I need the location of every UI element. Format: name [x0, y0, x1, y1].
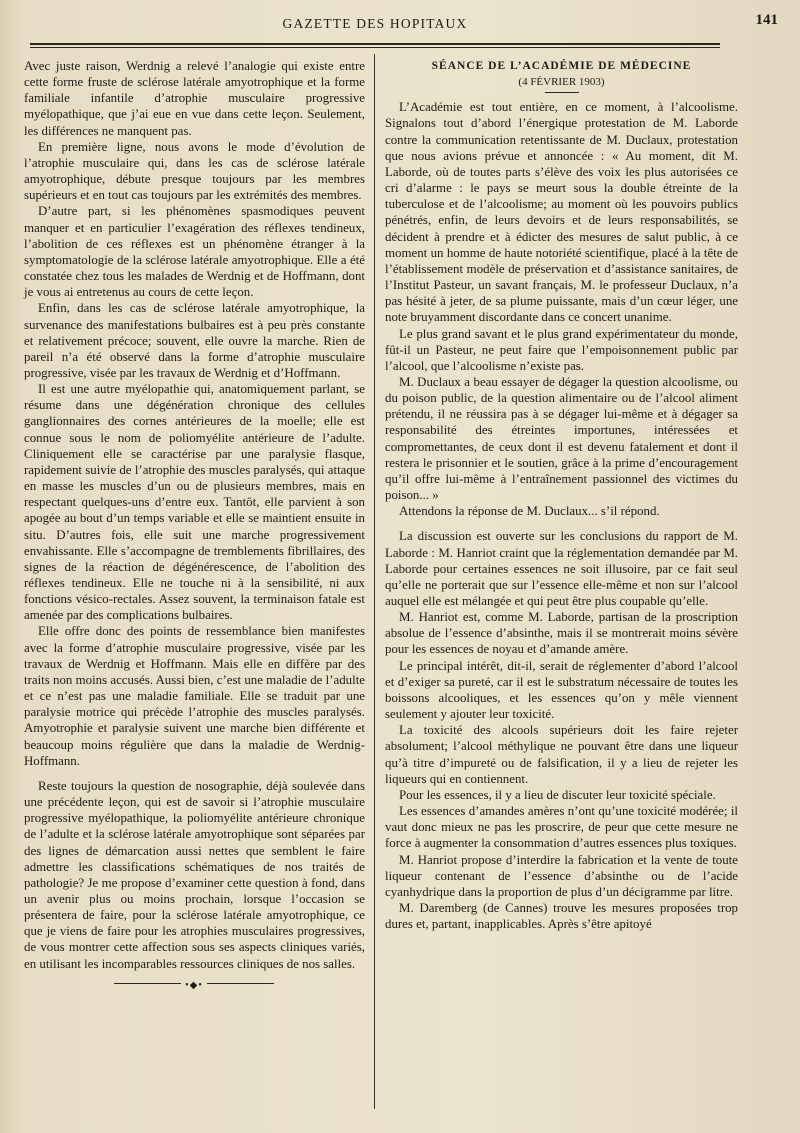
paragraph: Avec juste raison, Werdnig a relevé l’analogie qui existe entre cette forme fruste de sclérose latérale amyotrophique et la forme familiale infantile d’atrophie musculaire progressive myélopathique, que j’ai eue en vue dans cette leçon. Seulement, les différences ne manquent pas. [24, 59, 365, 138]
paragraph: Enfin, dans les cas de sclérose latérale amyotrophique, la survenance des manifestations bulbaires est à peu près constante et relativement précoce; souvent, elle ouvre la marche. Rien de pareil n’a été observé dans la forme d’atrophie musculaire progressive, visée par les travaux de Werdnig et d’Hoffmann. [24, 301, 365, 380]
page-number: 141 [755, 12, 778, 28]
paragraph: M. Hanriot propose d’interdire la fabrication et la vente de toute liqueur contenant de l’essence d’absinthe ou de l’acide cyanhydrique dans la proportion de plus d’un décigramme par litre. [385, 852, 738, 899]
header-double-rule [30, 43, 720, 48]
section-date: (4 FÉVRIER 1903) [518, 76, 605, 89]
paragraph: Les essences d’amandes amères n’ont qu’une toxicité modérée; il vaut donc mieux ne pas les proscrire, de peur que cette mesure ne force à augmenter la consommation d’autres essences plus toxiques. [385, 804, 738, 851]
column-divider [374, 54, 375, 1109]
running-head [30, 12, 778, 42]
heading-rule [545, 92, 579, 93]
paragraph: Le principal intérêt, dit-il, serait de réglementer d’abord l’alcool et d’exiger sa pureté, car il est le substratum nécessaire de toutes les boissons alcooliques, et les essences qu’on y mêle viennent seulement y ajouter leur toxicité. [385, 658, 738, 722]
paragraph: Elle offre donc des points de ressemblance bien manifestes avec la forme d’atrophie musculaire progressive, visée par les travaux de Werdnig et Hoffmann. Mais elle en diffère par des traits non moins accusés. Aussi bien, c’est une maladie de l’adulte et ce n’est pas une maladie familiale. Elle se traduit par une paralysie motrice qui précède l’atrophie des muscles paralysés. Amyotrophie et paralysie suivent une marche bien différente et beaucoup moins régulière que dans la maladie de Werdnig-Hoffmann. [24, 624, 365, 768]
paragraph: D’autre part, si les phénomènes spasmodiques peuvent manquer et en particulier l’exagération des réflexes tendineux, l’abolition de ces réflexes est un phénomène étranger à la symptomatologie de la sclérose latérale amyotrophique. Elle a été constatée chez tous les malades de Werdnig et de Hoffmann, dont je vous ai entretenus au cours de cette leçon. [24, 204, 365, 300]
running-title: GAZETTE DES HOPITAUX [282, 16, 468, 31]
end-ornament-glyph: •◆• [181, 980, 207, 991]
paragraph: M. Daremberg (de Cannes) trouve les mesures proposées trop dures et, partant, inapplicables. Après s’être apitoyé [385, 900, 738, 932]
paragraph: L’Académie est tout entière, en ce moment, à l’alcoolisme. Signalons tout d’abord l’énergique protestation de M. Laborde contre la communication retentissante de M. Duclaux, protestation que nous avions prévue et annoncée : « Au moment, dit M. Laborde, où de toutes parts s’élève des voix les plus autorisées ce cri d’alarme : le pays se meurt sous la double étreinte de la tuberculose et de l’alcoolisme; au moment où les pouvoirs publics pénétrés, enfin, de leurs devoirs et de leurs responsabilités, se décident à prendre et à édicter des mesures de salut public, à ce moment un homme de haute notoriété scientifique, placé à la tête de l’établissement modèle de préservation et d’assistance sanitaires, de l’Institut Pasteur, un savant français, M. le professeur Duclaux, n’a pas hésité à jeter, de sa plume puissante, mais d’un cœur léger, une note bruyamment discordante dans ce concert unanime. [385, 100, 738, 325]
paragraph: Pour les essences, il y a lieu de discuter leur toxicité spéciale. [399, 787, 716, 802]
right-column [385, 58, 738, 932]
paragraph: En première ligne, nous avons le mode d’évolution de l’atrophie musculaire qui, dans les cas de sclérose latérale amyotrophique, débute presque toujours par les membres supérieurs et en tout cas toujours par les extrémités des membres. [24, 139, 365, 203]
paragraph: Il est une autre myélopathie qui, anatomiquement parlant, se résume dans une dégénération chronique des cellules ganglionnaires des cornes antérieures de la moelle; elle est connue sous le nom de poliomyélite antérieure de l’adulte. Cliniquement elle se caractérise par une paralysie flasque, rapidement suivie de l’atrophie des muscles paralysés, qui attaque en masse les muscles d’un ou de plusieurs membres, mais en respectant quelques-uns d’entre eux. Tantôt, elle parvient à son apogée au bout d’un temps variable et elle se maintient ensuite in situ. D’autres fois, elle suit une marche progressivement envahissante. Elle s’accompagne de tremblements fibrillaires, des signes de la réaction de dégénérescence, de l’abolition des réflexes tendineux. Elle ne touche ni à la sensibilité, ni aux fonctions vésico-rectales. Assez souvent, la terminaison fatale est amenée par des complications bulbaires. [24, 382, 365, 623]
paragraph: M. Hanriot est, comme M. Laborde, partisan de la proscription absolue de l’essence d’absinthe, mais il se montrerait moins sévère pour les essences de noyau et d’amande amère. [385, 610, 738, 657]
paragraph: Le plus grand savant et le plus grand expérimentateur du monde, fût-il un Pasteur, ne peut faire que l’empoisonnement public par l’alcool, que l’alcoolisme n’existe pas. [385, 326, 738, 373]
paragraph: Reste toujours la question de nosographie, déjà soulevée dans une précédente leçon, qui est de savoir si l’atrophie musculaire progressive myélopathique, la poliomyélite antérieure chronique de l’adulte et la sclérose latérale amyotrophique sont séparées par des lignes de démarcation aussi nettes que semblent le faire admettre les classifications schématiques de nos traités de pathologie? Je me propose d’examiner cette question à fond, dans un avenir plus ou moins prochain, lorsque l’occasion se présentera de faire, pour la sclérose latérale amyotrophique, ce que je viens de faire pour les atrophies musculaires progressives, de vous montrer cette affection sous ses aspects cliniques variés, en utilisant les incomparables ressources cliniques de nos salles. [24, 778, 365, 971]
end-ornament [114, 978, 274, 991]
paragraph: La discussion est ouverte sur les conclusions du rapport de M. Laborde : M. Hanriot craint que la réglementation demandée par M. Laborde pour certaines essences ne soit illusoire, par ce fait seul qu’elle ne porterait que sur l’essence elle-même et non sur l’alcool auquel elle est mélangée et qui peut être plus coupable qu’elle. [385, 529, 738, 608]
section-heading: SÉANCE DE L’ACADÉMIE DE MÉDECINE [431, 60, 692, 72]
paragraph: La toxicité des alcools supérieurs doit les faire rejeter absolument; l’alcool méthylique ne pouvant être dans une liqueur qu’à titre d’impureté ou de falsification, il y a lieu de rejeter les liqueurs qui en contiennent. [385, 723, 738, 786]
left-column [24, 58, 365, 991]
paragraph: Attendons la réponse de M. Duclaux... s’il répond. [399, 504, 660, 519]
paragraph: M. Duclaux a beau essayer de dégager la question alcoolisme, ou du poison public, de la question alimentaire ou de l’alcool aliment prétendu, il ne réussira pas à se dégager lui-même et à dégager sa responsabilité des étreintes importunes, intéressées et compromettantes, de ceux dont il est devenu fatalement et dont il restera le prisonnier et le soutien, grâce à la prime d’encouragement qu’il offre lui-même à l’entraînement passionnel des victimes du poison... » [385, 374, 738, 503]
